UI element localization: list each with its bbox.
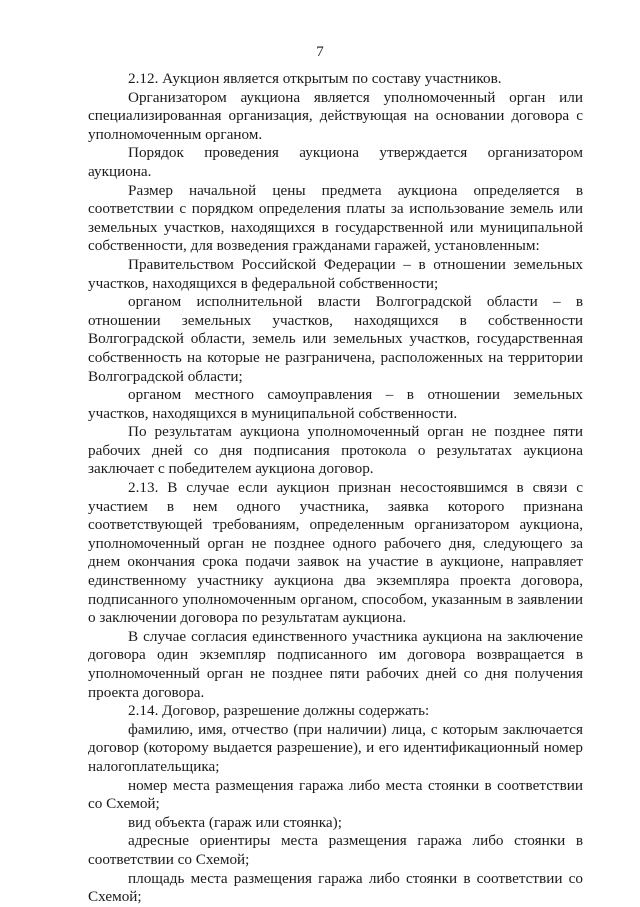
paragraph-federal: Правительством Российской Федерации – в отношении земельных участков, находящихся в федеральной собственности; (88, 255, 583, 292)
paragraph-address: адресные ориентиры места размещения гаража либо стоянки в соответствии со Схемой; (88, 832, 583, 868)
paragraph-procedure: Порядок проведения аукциона утверждается организатором аукциона. (88, 144, 583, 180)
paragraph-object-type: вид объекта (гараж или стоянка); (128, 813, 342, 831)
paragraph-auction-results: По результатам аукциона уполномоченный орган не позднее пяти рабочих дней со дня подписания протокола о результатах аукциона заключает с победителем аукциона договор. (88, 423, 583, 478)
paragraph-organizer: Организатором аукциона является уполномоченный орган или специализированная организация, действующая на основании договора с уполномоченным органом. (88, 88, 583, 143)
paragraph-starting-price: Размер начальной цены предмета аукциона определяется в соответствии с порядком определения платы за использование земель или земельных участков, находящихся в государственной или муниципальной собственности, для возведения гражданами гаражей, установленным: (88, 181, 583, 255)
paragraph-area: площадь места размещения гаража либо стоянки в соответствии со Схемой; (88, 869, 583, 906)
paragraph-place-number: номер места размещения гаража либо места стоянки в соответствии со Схемой; (88, 776, 583, 813)
paragraph-2-13: 2.13. В случае если аукцион признан несостоявшимся в связи с участием в нем одного участника, заявка которого признана соответствующей требованиям, определенным организатором аукциона, уполномоченный орган не позднее одного рабочего дня, следующего за днем окончания срока подачи заявок на участие в аукционе, направляет единственному участнику аукциона два экземпляра проекта договора, подписанного уполномоченным органом, способом, указанным в заявлении о заключении договора по результатам аукциона. (88, 479, 583, 627)
document-body (88, 70, 583, 907)
paragraph-2-12: 2.12. Аукцион является открытым по составу участников. (128, 70, 502, 87)
paragraph-regional: органом исполнительной власти Волгоградской области – в отношении земельных участков, находящихся в собственности Волгоградской области, земель или земельных участков, государственная собственность на которые не разграничена, расположенных на территории Волгоградской области; (88, 293, 583, 385)
paragraph-2-14: 2.14. Договор, разрешение должны содержать: (128, 702, 430, 720)
paragraph-single-participant: В случае согласия единственного участника аукциона на заключение договора один экземпляр подписанного им договора возвращается в уполномоченный орган не позднее пяти рабочих дней со дня получения проекта договора. (88, 627, 583, 701)
paragraph-municipal: органом местного самоуправления – в отношении земельных участков, находящихся в муниципальной собственности. (88, 386, 583, 422)
page-number: 7 (316, 44, 324, 60)
paragraph-full-name: фамилию, имя, отчество (при наличии) лица, с которым заключается договор (которому выдается разрешение), и его идентификационный номер налогоплательщика; (88, 720, 583, 775)
